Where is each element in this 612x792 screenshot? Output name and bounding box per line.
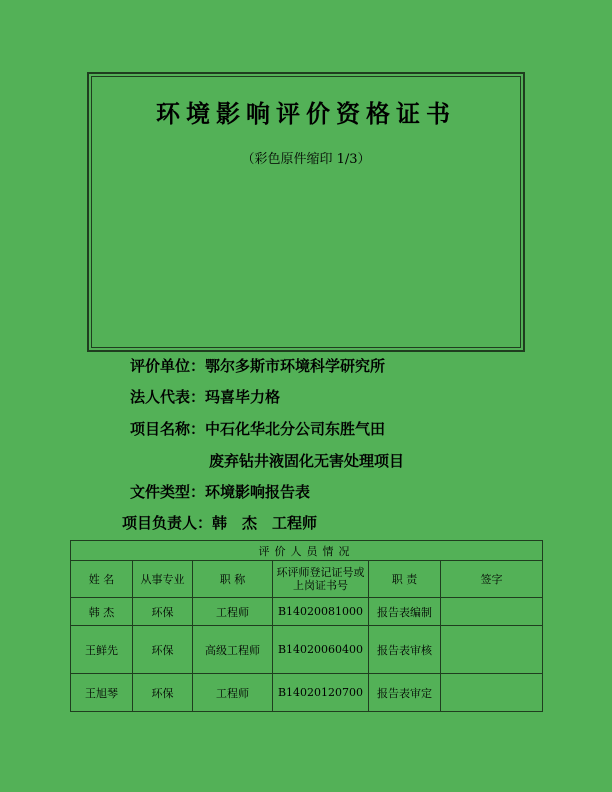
info-label: 文件类型： [130,483,206,501]
cell-sign [441,626,543,674]
cell-name: 王旭琴 [71,674,133,712]
staff-table [70,540,543,712]
info-label: 法人代表： [130,388,206,406]
column-header-cert: 环评师登记证号或上岗证书号 [273,561,369,598]
info-row-project-lead [122,512,317,533]
info-value: 中石化华北分公司东胜气田 [205,420,386,438]
table-row [71,674,543,712]
info-value: 废弃钻井液固化无害处理项目 [209,452,405,470]
cell-sign [441,674,543,712]
info-label: 项目负责人： [122,514,213,532]
info-row-unit [130,355,385,376]
cell-field: 环保 [133,674,193,712]
info-row-project-name-cont [209,450,404,471]
cell-name: 韩 杰 [71,598,133,626]
cell-duty: 报告表审核 [369,626,441,674]
info-value: 环境影响报告表 [205,483,311,501]
cell-field: 环保 [133,626,193,674]
table-row [71,626,543,674]
column-header-title: 职 称 [193,561,273,598]
cell-duty: 报告表编制 [369,598,441,626]
column-header-name: 姓 名 [71,561,133,598]
column-header-field: 从事专业 [133,561,193,598]
info-label: 项目名称： [130,420,206,438]
cell-title: 高级工程师 [193,626,273,674]
info-label: 评价单位： [130,357,206,375]
cell-title: 工程师 [193,598,273,626]
cell-duty: 报告表审定 [369,674,441,712]
info-value: 鄂尔多斯市环境科学研究所 [205,357,386,375]
cell-title: 工程师 [193,674,273,712]
column-header-sign: 签字 [441,561,543,598]
table-header-row [71,561,543,598]
table-row [71,598,543,626]
cell-cert: B14020120700 [273,674,369,712]
cell-cert: B14020081000 [273,598,369,626]
cell-cert: B14020060400 [273,626,369,674]
info-row-file-type [130,481,310,502]
info-value: 韩 杰 工程师 [212,514,318,532]
column-header-duty: 职 责 [369,561,441,598]
info-row-legal-rep [130,386,280,407]
info-value: 玛喜毕力格 [205,388,281,406]
info-row-project-name [130,418,385,439]
cell-name: 王鲜先 [71,626,133,674]
certificate-frame [87,72,525,352]
table-caption: 评价人员情况 [71,541,543,561]
cell-field: 环保 [133,598,193,626]
cell-sign [441,598,543,626]
certificate-title: 环境影响评价资格证书 [156,99,456,128]
certificate-subtitle: （彩色原件缩印 1/3） [241,152,371,167]
